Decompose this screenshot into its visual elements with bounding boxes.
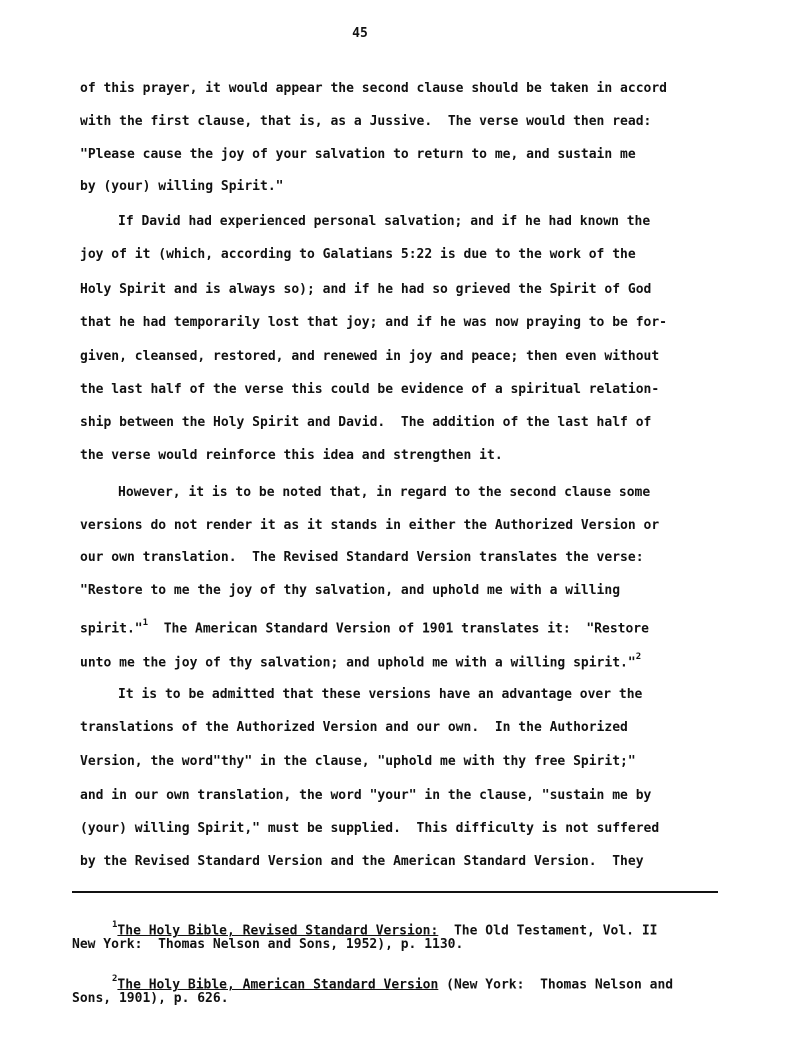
text-line: by (your) willing Spirit." xyxy=(80,179,284,194)
page-number: 45 xyxy=(352,26,368,41)
text-line: "Please cause the joy of your salvation to return to me, and sustain me xyxy=(80,147,636,162)
text-line: However, it is to be noted that, in regard to the second clause some xyxy=(118,485,651,500)
footnote-2-text: (New York: Thomas Nelson and xyxy=(438,977,674,993)
footnote-ref-1: 1 xyxy=(142,618,149,628)
text-segment: spirit." xyxy=(80,621,143,637)
footnote-2-title: The Holy Bible, American Standard Version xyxy=(117,977,439,993)
footnote-marker-2: 2 xyxy=(112,974,118,984)
footnote-1-text: The Old Testament, Vol. II xyxy=(438,923,658,939)
footnote-1-line-2: New York: Thomas Nelson and Sons, 1952), p. 1130. xyxy=(72,937,464,952)
text-segment: unto me the joy of thy salvation; and uphold me with a willing spirit." xyxy=(80,655,636,671)
text-line: versions do not render it as it stands in either the Authorized Version or xyxy=(80,518,660,533)
footnote-2-line-2: Sons, 1901), p. 626. xyxy=(72,991,229,1006)
footnote-1-title: The Holy Bible, Revised Standard Version: xyxy=(117,923,439,939)
footnote-marker-1: 1 xyxy=(112,920,118,930)
text-line: ship between the Holy Spirit and David. The addition of the last half of xyxy=(80,415,652,430)
text-line-with-footnote-ref xyxy=(80,650,641,672)
text-line: the verse would reinforce this idea and strengthen it. xyxy=(80,448,503,463)
text-line: given, cleansed, restored, and renewed in joy and peace; then even without xyxy=(80,349,660,364)
footnote-divider xyxy=(72,891,718,893)
text-line: "Restore to me the joy of thy salvation, and uphold me with a willing xyxy=(80,583,621,598)
text-line: that he had temporarily lost that joy; and if he was now praying to be for- xyxy=(80,315,667,330)
text-line: with the first clause, that is, as a Jussive. The verse would then read: xyxy=(80,114,652,129)
text-line: It is to be admitted that these versions have an advantage over the xyxy=(118,687,643,702)
footnote-ref-2: 2 xyxy=(635,652,642,662)
text-line: our own translation. The Revised Standard Version translates the verse: xyxy=(80,550,644,565)
text-line-with-footnote-refs xyxy=(80,616,649,638)
text-line: by the Revised Standard Version and the American Standard Version. They xyxy=(80,854,644,869)
text-segment: The American Standard Version of 1901 translates it: "Restore xyxy=(163,621,649,637)
text-line: joy of it (which, according to Galatians 5:22 is due to the work of the xyxy=(80,247,636,262)
text-line: the last half of the verse this could be evidence of a spiritual relation- xyxy=(80,382,660,397)
text-line: Version, the word"thy" in the clause, "uphold me with thy free Spirit;" xyxy=(80,754,636,769)
spacer xyxy=(148,621,164,636)
text-line: (your) willing Spirit," must be supplied. This difficulty is not suffered xyxy=(80,821,660,836)
text-line: of this prayer, it would appear the second clause should be taken in accord xyxy=(80,81,667,96)
text-line: translations of the Authorized Version and our own. In the Authorized xyxy=(80,720,628,735)
text-line: If David had experienced personal salvation; and if he had known the xyxy=(118,214,651,229)
text-line: and in our own translation, the word "your" in the clause, "sustain me by xyxy=(80,788,652,803)
text-line: Holy Spirit and is always so); and if he had so grieved the Spirit of God xyxy=(80,282,652,297)
